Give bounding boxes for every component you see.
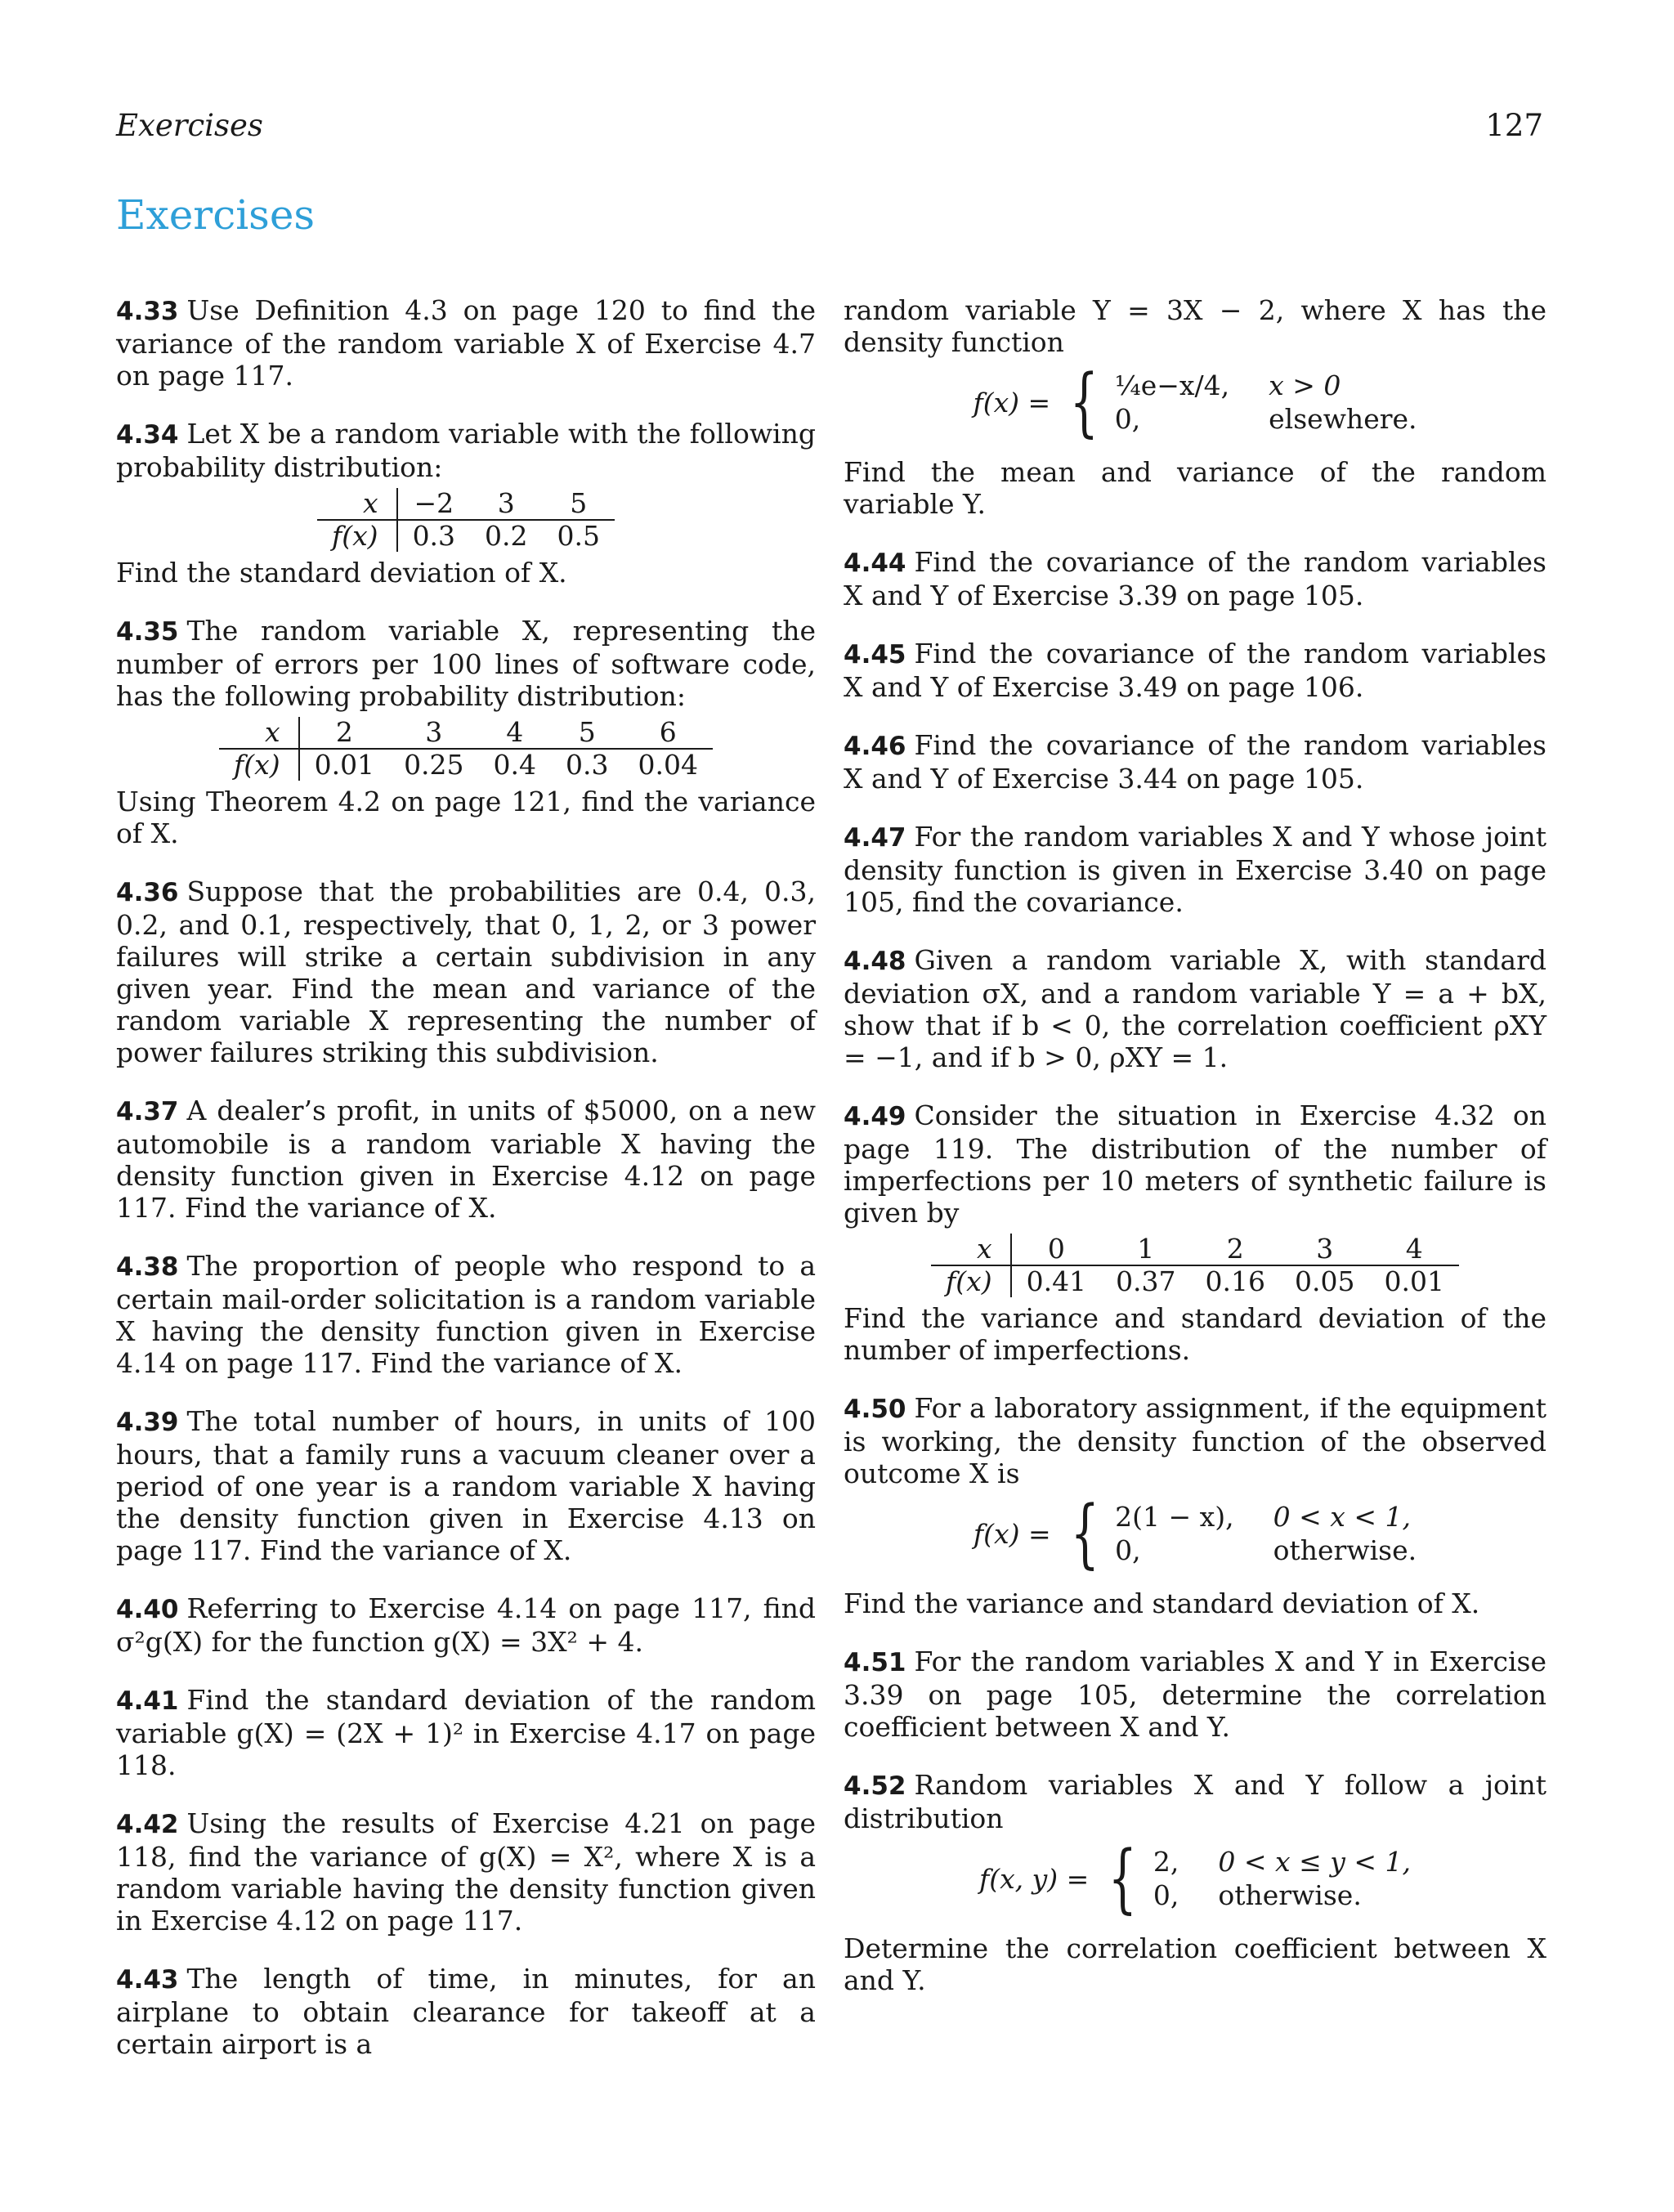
exercise-text: A dealer’s profit, in units of $5000, on a new automobile is a random variable X having the density function given in Exercise 4.12 on page 117. Find the variance of X.	[116, 1095, 816, 1224]
exercise-4-47	[844, 821, 1546, 918]
density-formula	[844, 1489, 1546, 1577]
formula-lhs: f(x) =	[973, 386, 1051, 419]
exercise-4-43	[116, 1963, 816, 2060]
exercise-4-48	[844, 944, 1546, 1073]
formula-lhs: f(x, y) =	[978, 1862, 1090, 1895]
exercise-text: Suppose that the probabilities are 0.4, 0.3, 0.2, and 0.1, respectively, that 0, 1, 2, or 3 power failures will strike a certain subdivision in any given year. Find the mean and variance of the random variable X representing the number of power failures striking this subdivision.	[116, 875, 816, 1068]
running-head: Exercises	[116, 108, 263, 143]
exercise-4-49	[844, 1099, 1546, 1366]
exercise-text: The proportion of people who respond to a certain mail-order solicitation is a random variable X having the density function given in Exercise 4.14 on page 117. Find the variance of X.	[116, 1250, 816, 1379]
table-cell: 6	[659, 716, 677, 748]
table-cell: 5	[578, 716, 596, 748]
probability-table	[219, 717, 713, 781]
table-row-label: x	[317, 488, 397, 520]
probability-table	[317, 488, 615, 552]
exercise-text: Find the covariance of the random variables X and Y of Exercise 3.49 on page 106.	[844, 638, 1546, 703]
case-expression: 0,	[1153, 1879, 1179, 1911]
left-brace: {	[1069, 358, 1099, 446]
exercise-followup: Determine the correlation coefficient between X and Y.	[844, 1932, 1546, 1996]
table-cell: 3	[497, 487, 515, 519]
table-row-label: x	[219, 717, 299, 749]
case-condition: x > 0	[1269, 369, 1341, 401]
exercise-number: 4.47	[844, 823, 906, 853]
exercise-number: 4.45	[844, 640, 906, 669]
exercise-number: 4.33	[116, 297, 179, 326]
exercise-text: For the random variables X and Y in Exercise 3.39 on page 105, determine the correlation coefficient between X and Y.	[844, 1646, 1546, 1743]
exercise-number: 4.35	[116, 617, 179, 647]
exercise-text: Find the standard deviation of the random variable g(X) = (2X + 1)² in Exercise 4.17 on page 118.	[116, 1684, 816, 1781]
left-column	[116, 294, 816, 2086]
exercise-text: Find the covariance of the random variables X and Y of Exercise 3.39 on page 105.	[844, 546, 1546, 611]
case-condition: otherwise.	[1273, 1534, 1417, 1566]
table-cell: 0.16	[1191, 1265, 1280, 1297]
table-cell: 0.3	[551, 749, 623, 781]
exercise-4-45	[844, 638, 1546, 703]
exercise-4-37	[116, 1095, 816, 1224]
exercise-4-41	[116, 1684, 816, 1781]
exercise-4-51	[844, 1646, 1546, 1743]
table-cell: 0.37	[1101, 1265, 1190, 1297]
exercise-text: The random variable X, representing the number of errors per 100 lines of software code, has the following probability distribution:	[116, 615, 816, 712]
exercise-number: 4.46	[844, 732, 906, 761]
formula-cases	[1153, 1846, 1411, 1911]
exercise-text: Use Definition 4.3 on page 120 to find the variance of the random variable X of Exercise 4.7 on page 117.	[116, 294, 816, 392]
formula-lhs: f(x) =	[973, 1517, 1051, 1550]
exercise-text: For the random variables X and Y whose joint density function is given in Exercise 3.40 on page 105, find the covariance.	[844, 821, 1546, 918]
section-title: Exercises	[116, 191, 316, 239]
case-expression: 2,	[1153, 1846, 1179, 1878]
exercise-4-44	[844, 546, 1546, 611]
table-cell: 0	[1047, 1233, 1065, 1265]
table-row-label: f(x)	[317, 520, 397, 552]
formula-cases	[1115, 369, 1417, 435]
case-expression: 0,	[1115, 1534, 1141, 1566]
exercise-4-52	[844, 1769, 1546, 1996]
exercise-text: random variable Y = 3X − 2, where X has the density function	[844, 294, 1546, 358]
table-cell: 1	[1137, 1233, 1155, 1265]
exercise-number: 4.40	[116, 1595, 179, 1624]
table-cell: −2	[414, 487, 454, 519]
table-cell: 4	[506, 716, 524, 748]
exercise-number: 4.38	[116, 1252, 179, 1282]
table-cell: 2	[1226, 1233, 1244, 1265]
exercise-text: Find the covariance of the random variables X and Y of Exercise 3.44 on page 105.	[844, 729, 1546, 795]
table-row-label: f(x)	[219, 749, 299, 781]
table-row-label: x	[931, 1234, 1011, 1265]
exercise-text: Given a random variable X, with standard deviation σX, and a random variable Y = a + bX, show that if b < 0, the correlation coefficient ρXY = −1, and if b > 0, ρXY = 1.	[844, 944, 1546, 1073]
case-condition: otherwise.	[1218, 1879, 1362, 1911]
exercise-number: 4.43	[116, 1965, 179, 1995]
case-expression: 0,	[1114, 403, 1141, 435]
exercise-number: 4.49	[844, 1102, 906, 1131]
exercise-number: 4.41	[116, 1686, 179, 1716]
table-cell: 2	[335, 716, 353, 748]
exercise-followup: Find the standard deviation of X.	[116, 557, 567, 589]
case-expression: 2(1 − x),	[1115, 1501, 1234, 1533]
exercise-followup: Find the variance and standard deviation of X.	[844, 1587, 1480, 1619]
table-cell: 3	[425, 716, 443, 748]
exercise-4-35	[116, 615, 816, 849]
exercise-4-40	[116, 1592, 816, 1658]
exercise-text: Random variables X and Y follow a joint distribution	[844, 1769, 1546, 1834]
table-cell: 4	[1405, 1233, 1423, 1265]
left-brace: {	[1108, 1834, 1138, 1922]
exercise-text: The length of time, in minutes, for an airplane to obtain clearance for takeoff at a certain airport is a	[116, 1963, 816, 2060]
left-brace: {	[1070, 1489, 1099, 1577]
table-cell: 0.3	[397, 520, 470, 552]
exercise-number: 4.37	[116, 1097, 179, 1126]
exercise-4-33	[116, 294, 816, 392]
case-condition: 0 < x ≤ y < 1,	[1218, 1846, 1411, 1878]
exercise-followup: Find the variance and standard deviation of the number of imperfections.	[844, 1302, 1546, 1366]
table-cell: 0.05	[1280, 1265, 1369, 1297]
exercise-text: Referring to Exercise 4.14 on page 117, find σ²g(X) for the function g(X) = 3X² + 4.	[116, 1592, 816, 1658]
exercise-followup: Using Theorem 4.2 on page 121, find the variance of X.	[116, 786, 816, 849]
table-cell: 5	[570, 487, 588, 519]
exercise-4-46	[844, 729, 1546, 795]
exercise-number: 4.48	[844, 947, 906, 976]
joint-density-formula	[844, 1834, 1546, 1922]
exercise-text: Consider the situation in Exercise 4.32 on page 119. The distribution of the number of imperfections per 10 meters of synthetic failure is given by	[844, 1099, 1546, 1229]
page-number: 127	[1485, 108, 1543, 143]
exercise-text: For a laboratory assignment, if the equipment is working, the density function of the observed outcome X is	[844, 1392, 1546, 1489]
exercise-followup: Find the mean and variance of the random variable Y.	[844, 456, 1546, 520]
exercise-4-38	[116, 1250, 816, 1379]
table-cell: 0.41	[1011, 1265, 1101, 1297]
formula-cases	[1115, 1501, 1417, 1566]
table-cell: 0.01	[299, 749, 389, 781]
table-cell: 0.5	[543, 520, 615, 552]
case-expression: ¼e−x/4,	[1114, 369, 1230, 401]
table-cell: 0.2	[470, 520, 542, 552]
table-cell: 3	[1316, 1233, 1334, 1265]
table-cell: 0.01	[1370, 1265, 1459, 1297]
exercise-4-42	[116, 1807, 816, 1937]
right-column	[844, 294, 1546, 2022]
table-cell: 0.04	[624, 749, 713, 781]
exercise-number: 4.34	[116, 420, 179, 450]
exercise-number: 4.51	[844, 1648, 906, 1677]
exercise-4-34	[116, 418, 816, 589]
table-row-label: f(x)	[931, 1265, 1011, 1297]
density-formula	[844, 358, 1546, 446]
exercise-number: 4.36	[116, 878, 179, 907]
case-condition: elsewhere.	[1269, 403, 1417, 435]
table-cell: 0.4	[479, 749, 551, 781]
exercise-4-36	[116, 875, 816, 1068]
case-condition: 0 < x < 1,	[1273, 1501, 1411, 1533]
exercise-4-50	[844, 1392, 1546, 1619]
exercise-text: The total number of hours, in units of 100 hours, that a family runs a vacuum cleaner over a period of one year is a random variable X having the density function given in Exercise 4.13 on page 117. Find the variance of X.	[116, 1405, 816, 1566]
probability-table	[931, 1234, 1459, 1297]
exercise-text: Let X be a random variable with the following probability distribution:	[116, 418, 816, 483]
exercise-number: 4.44	[844, 549, 906, 578]
exercise-number: 4.39	[116, 1408, 179, 1437]
exercise-number: 4.52	[844, 1771, 906, 1801]
exercise-4-43-continued	[844, 294, 1546, 520]
table-cell: 0.25	[389, 749, 478, 781]
exercise-number: 4.42	[116, 1810, 179, 1839]
exercise-4-39	[116, 1405, 816, 1566]
exercise-number: 4.50	[844, 1395, 906, 1424]
exercise-text: Using the results of Exercise 4.21 on page 118, find the variance of g(X) = X², where X is a random variable having the density function given in Exercise 4.12 on page 117.	[116, 1807, 816, 1937]
